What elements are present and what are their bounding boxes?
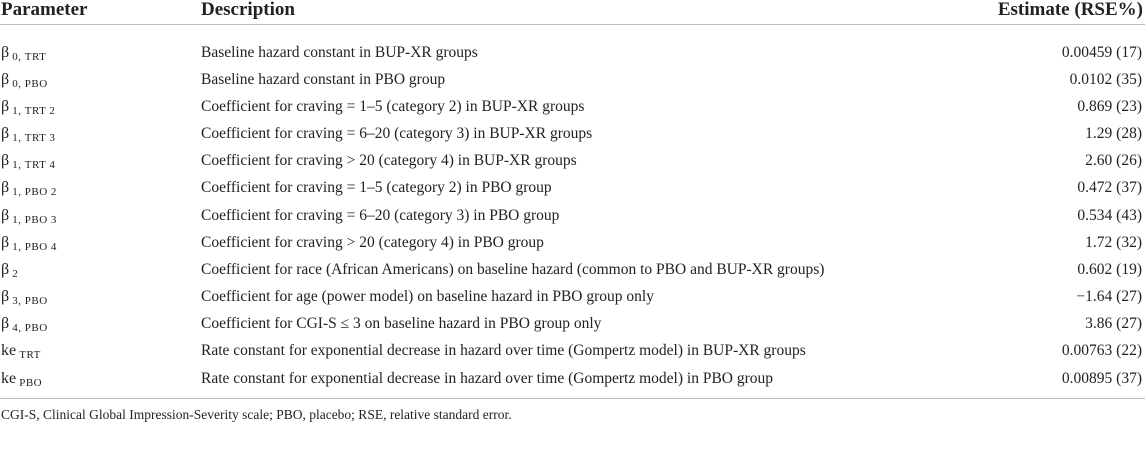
parameter-symbol: β [1, 124, 10, 142]
table-row [0, 175, 1145, 202]
parameter-subscript: 0, TRT [12, 50, 47, 63]
parameter-cell [0, 256, 200, 283]
parameter-cell [0, 229, 200, 256]
table-row [0, 284, 1145, 311]
estimate-cell: 0.00763 (22) [1061, 342, 1142, 360]
parameter-cell [0, 338, 200, 365]
description-cell: Baseline hazard constant in PBO group [201, 70, 446, 88]
parameter-cell [0, 66, 200, 93]
table-row [0, 229, 1145, 256]
parameter-cell [0, 120, 200, 147]
parameter-subscript: 1, TRT 2 [12, 104, 56, 117]
table-row [0, 148, 1145, 175]
estimate-cell: 3.86 (27) [1085, 315, 1142, 333]
description-cell: Coefficient for CGI-S ≤ 3 on baseline hazard in PBO group only [201, 315, 602, 333]
parameter-symbol: β [1, 315, 10, 333]
parameter-cell [0, 284, 200, 311]
parameter-subscript: 4, PBO [12, 322, 48, 335]
table-row [0, 66, 1145, 93]
header-description: Description [201, 0, 295, 20]
parameter-symbol: β [1, 288, 10, 306]
parameter-cell [0, 365, 200, 399]
parameter-symbol: β [1, 152, 10, 170]
estimate-cell: 0.869 (23) [1077, 97, 1142, 115]
parameter-subscript: 0, PBO [12, 77, 48, 90]
parameter-cell [0, 311, 200, 338]
description-cell: Coefficient for craving = 1–5 (category 2) in PBO group [201, 179, 552, 197]
header-parameter: Parameter [1, 0, 88, 20]
parameter-cell [0, 202, 200, 229]
table-body [0, 25, 1145, 399]
header-row [0, 0, 1145, 25]
parameter-symbol: ke [1, 369, 17, 387]
description-cell: Baseline hazard constant in BUP-XR groups [201, 43, 478, 61]
parameter-symbol: β [1, 70, 10, 88]
description-cell: Coefficient for craving = 1–5 (category 2) in BUP-XR groups [201, 97, 585, 115]
table-row [0, 338, 1145, 365]
estimate-cell: −1.64 (27) [1076, 288, 1142, 306]
description-cell: Coefficient for craving = 6–20 (category 3) in BUP-XR groups [201, 124, 593, 142]
parameter-symbol: ke [1, 342, 17, 360]
parameter-subscript: 3, PBO [12, 295, 48, 308]
parameter-symbol: β [1, 233, 10, 251]
parameter-subscript: 1, PBO 3 [12, 213, 57, 226]
header-estimate: Estimate (RSE%) [997, 0, 1143, 20]
parameter-subscript: PBO [19, 376, 43, 389]
parameter-subscript: 1, TRT 3 [12, 131, 56, 144]
description-cell: Coefficient for craving > 20 (category 4) in PBO group [201, 233, 544, 251]
parameter-subscript: 1, TRT 4 [12, 159, 56, 172]
parameter-symbol: β [1, 179, 10, 197]
parameter-symbol: β [1, 206, 10, 224]
estimate-cell: 0.534 (43) [1077, 206, 1142, 224]
parameter-subscript: 1, PBO 2 [12, 186, 57, 199]
estimate-cell: 0.602 (19) [1077, 260, 1142, 278]
table-row [0, 365, 1145, 399]
estimate-cell: 0.00895 (37) [1061, 369, 1142, 387]
description-cell: Coefficient for race (African Americans) on baseline hazard (common to PBO and BUP-XR groups) [201, 260, 825, 278]
parameter-subscript: 2 [12, 267, 19, 280]
estimate-cell: 1.29 (28) [1085, 124, 1142, 142]
estimate-cell: 2.60 (26) [1085, 152, 1142, 170]
table-row [0, 256, 1145, 283]
parameter-subscript: 1, PBO 4 [12, 240, 57, 253]
table-row [0, 202, 1145, 229]
estimate-cell: 0.0102 (35) [1069, 70, 1142, 88]
table-header [0, 0, 1145, 25]
parameter-cell [0, 25, 200, 67]
parameter-symbol: β [1, 97, 10, 115]
description-cell: Coefficient for age (power model) on baseline hazard in PBO group only [201, 288, 654, 306]
description-cell: Rate constant for exponential decrease in hazard over time (Gompertz model) in PBO group [201, 369, 774, 387]
description-cell: Rate constant for exponential decrease in hazard over time (Gompertz model) in BUP-XR groups [201, 342, 806, 360]
parameter-symbol: β [1, 43, 10, 61]
estimate-cell: 0.472 (37) [1077, 179, 1142, 197]
table-row [0, 311, 1145, 338]
table-footnote: CGI-S, Clinical Global Impression-Severity scale; PBO, placebo; RSE, relative standard error. [1, 407, 512, 423]
estimate-cell: 1.72 (32) [1085, 233, 1142, 251]
table-row [0, 25, 1145, 67]
parameter-subscript: TRT [19, 349, 41, 362]
parameter-cell [0, 175, 200, 202]
parameter-cell [0, 148, 200, 175]
parameter-symbol: β [1, 260, 10, 278]
parameter-cell [0, 93, 200, 120]
table-row [0, 120, 1145, 147]
estimate-cell: 0.00459 (17) [1061, 43, 1142, 61]
description-cell: Coefficient for craving > 20 (category 4) in BUP-XR groups [201, 152, 577, 170]
description-cell: Coefficient for craving = 6–20 (category 3) in PBO group [201, 206, 560, 224]
table-row [0, 93, 1145, 120]
